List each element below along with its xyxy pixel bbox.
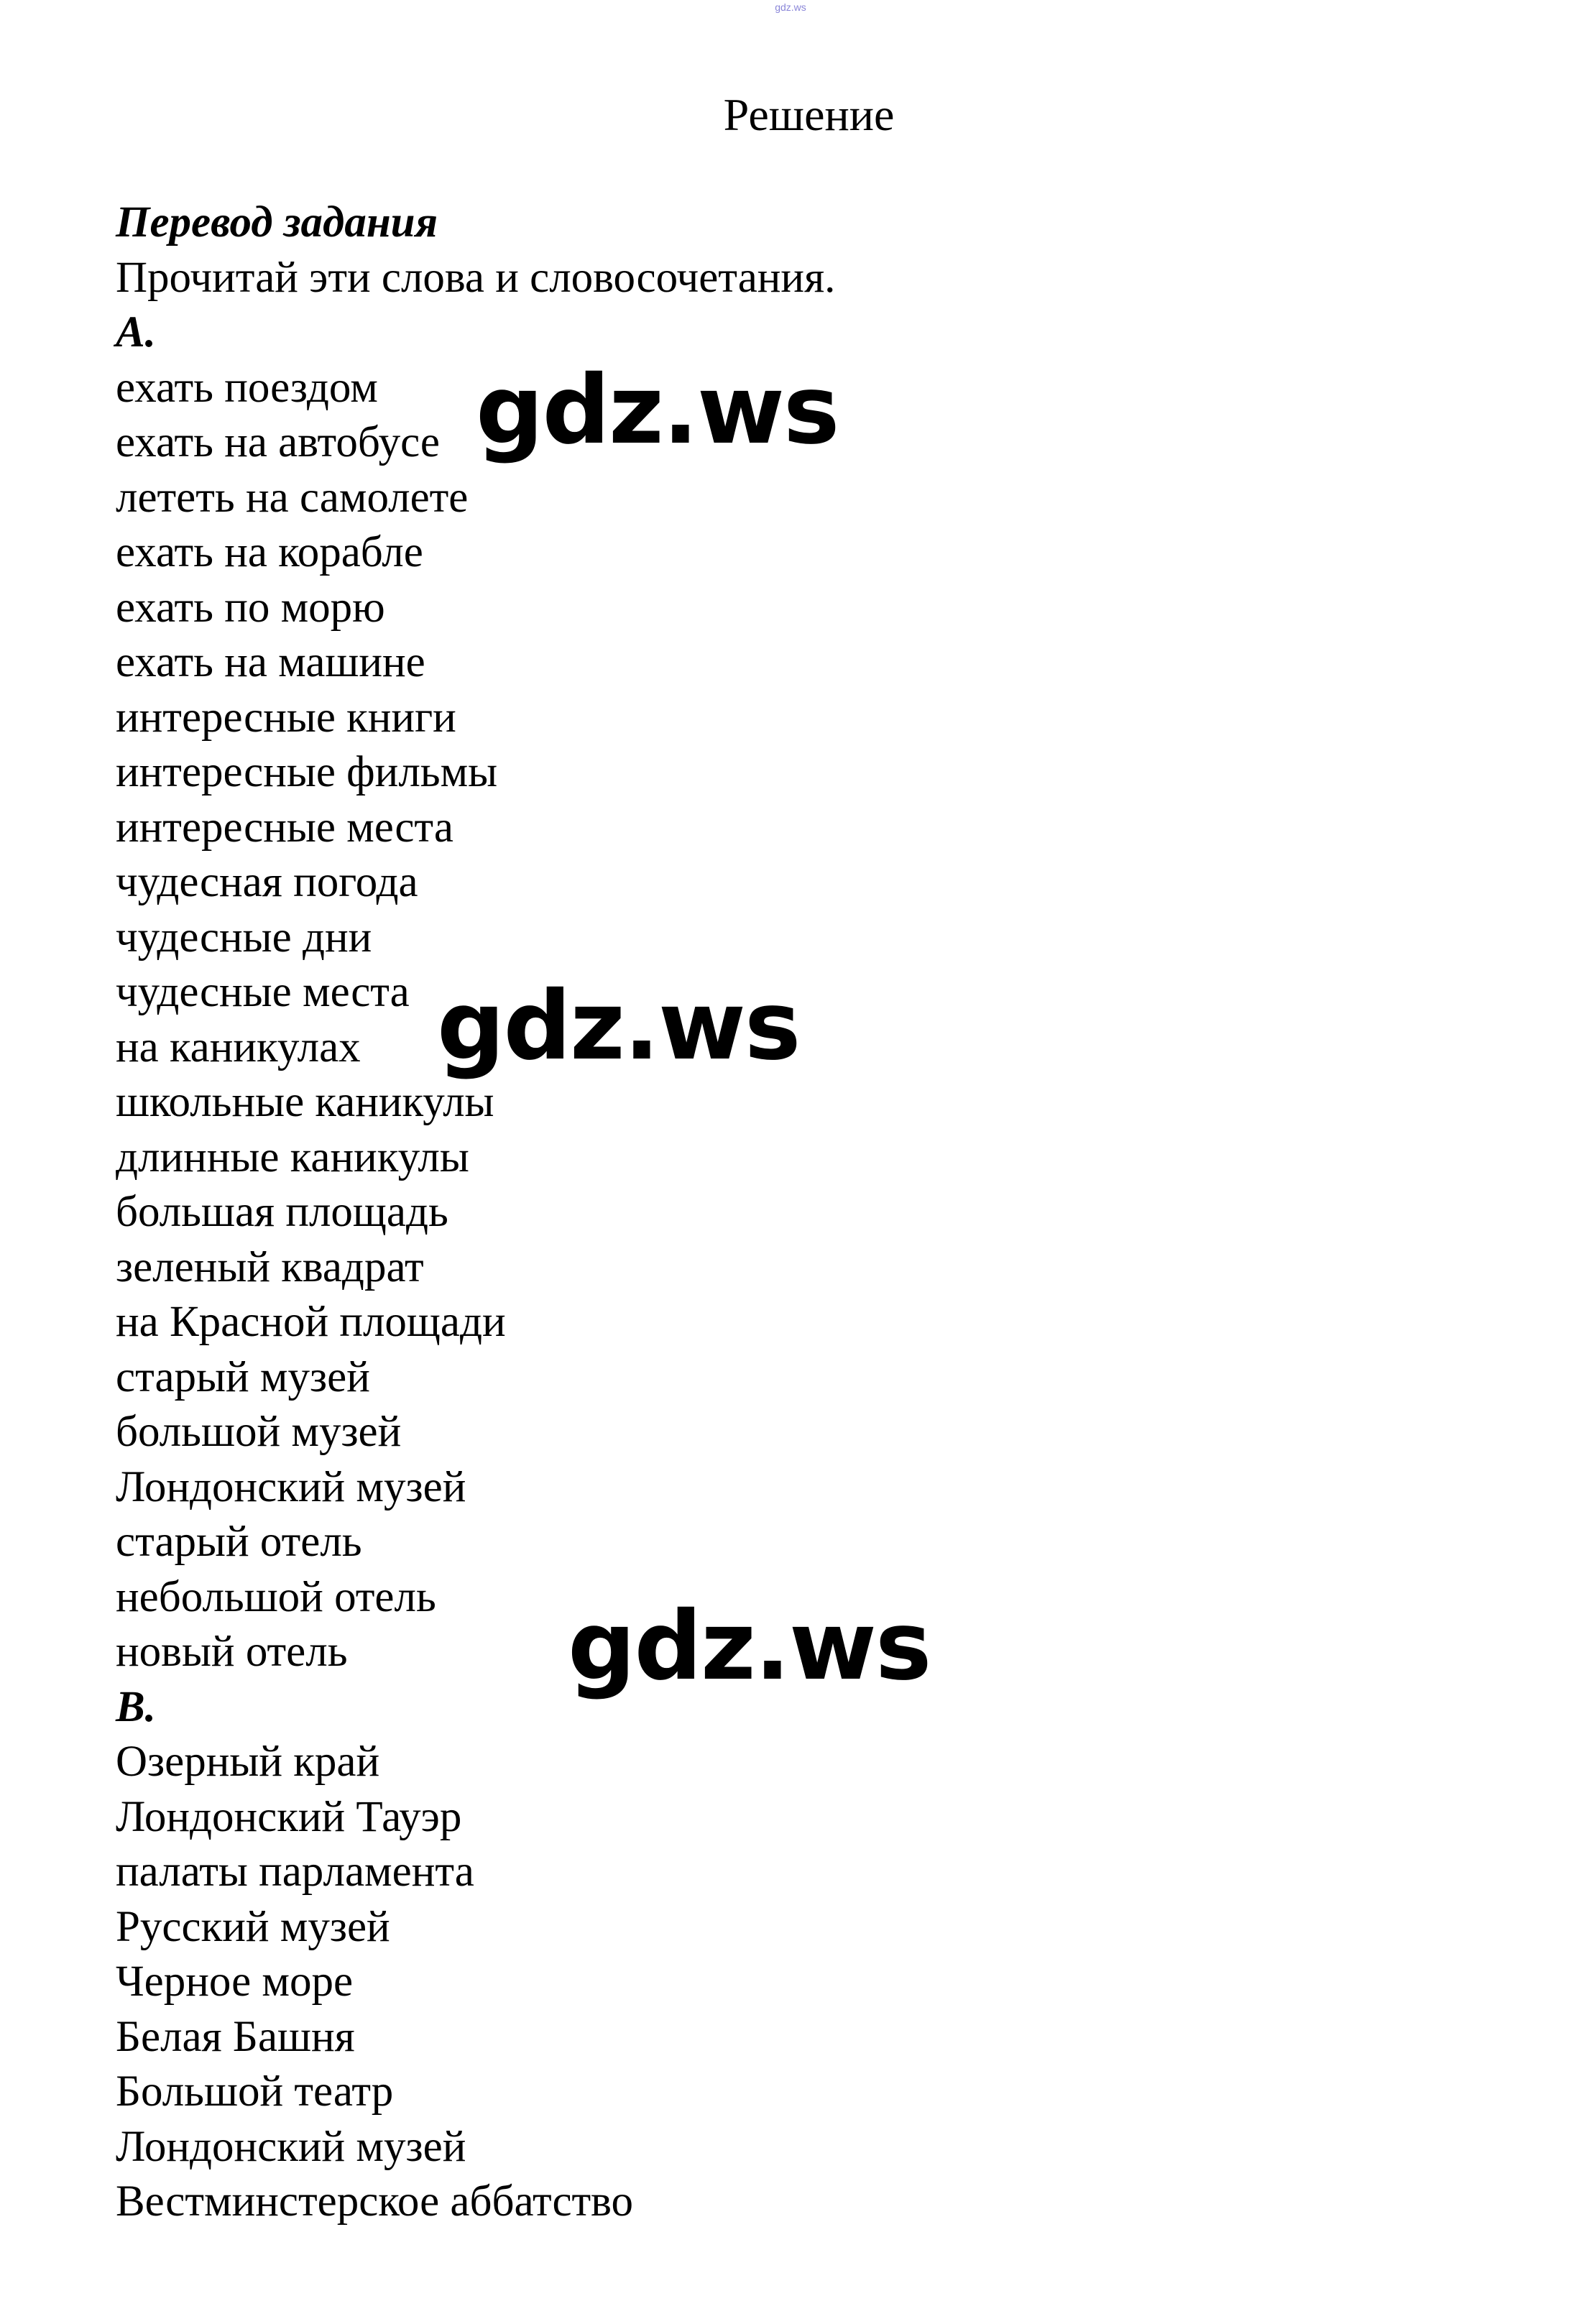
list-item: ехать на автобусе (116, 418, 440, 466)
list-item: интересные места (116, 803, 453, 852)
task-instruction: Прочитай эти слова и словосочетания. (116, 253, 836, 302)
list-item: Черное море (116, 1958, 354, 2006)
list-item: новый отель (116, 1628, 348, 1676)
watermark: gdz.ws (476, 355, 839, 466)
list-item: чудесная погода (116, 858, 418, 906)
list-item: на каникулах (116, 1023, 361, 1071)
list-item: небольшой отель (116, 1572, 436, 1621)
list-item: чудесные места (116, 968, 410, 1016)
list-item: ехать на корабле (116, 528, 423, 576)
top-watermark: gdz.ws (775, 1, 806, 13)
page-title: Решение (723, 89, 895, 140)
list-item: интересные фильмы (116, 748, 498, 796)
list-item: старый отель (116, 1518, 362, 1566)
list-item: ехать по морю (116, 583, 385, 632)
section-a-label: A. (116, 308, 156, 356)
document-body (116, 195, 1122, 2230)
list-item: Белая Башня (116, 2012, 355, 2061)
list-item: Большой театр (116, 2067, 394, 2116)
list-item: зеленый квадрат (116, 1242, 424, 1291)
section-b-label: B. (116, 1682, 156, 1731)
list-item: длинные каникулы (116, 1133, 469, 1181)
list-item: ехать поездом (116, 363, 378, 412)
watermark: gdz.ws (568, 1591, 931, 1702)
list-item: лететь на самолете (116, 473, 469, 522)
list-item: Лондонский Тауэр (116, 1792, 462, 1841)
list-item: Вестминстерское аббатство (116, 2177, 634, 2226)
list-item: ехать на машине (116, 638, 425, 686)
list-item: интересные книги (116, 693, 456, 742)
list-item: палаты парламента (116, 1848, 474, 1896)
task-heading: Перевод задания (116, 198, 438, 246)
list-item: старый музей (116, 1352, 370, 1401)
watermark: gdz.ws (437, 971, 800, 1082)
list-item: Лондонский музей (116, 2122, 466, 2171)
section-b-list (116, 1735, 1122, 2230)
list-item: на Красной площади (116, 1298, 506, 1346)
list-item: Русский музей (116, 1902, 390, 1951)
list-item: школьные каникулы (116, 1078, 494, 1126)
list-item: Лондонский музей (116, 1462, 466, 1511)
list-item: большой музей (116, 1408, 402, 1456)
list-item: Озерный край (116, 1738, 380, 1786)
list-item: чудесные дни (116, 913, 372, 962)
list-item: большая площадь (116, 1188, 448, 1236)
